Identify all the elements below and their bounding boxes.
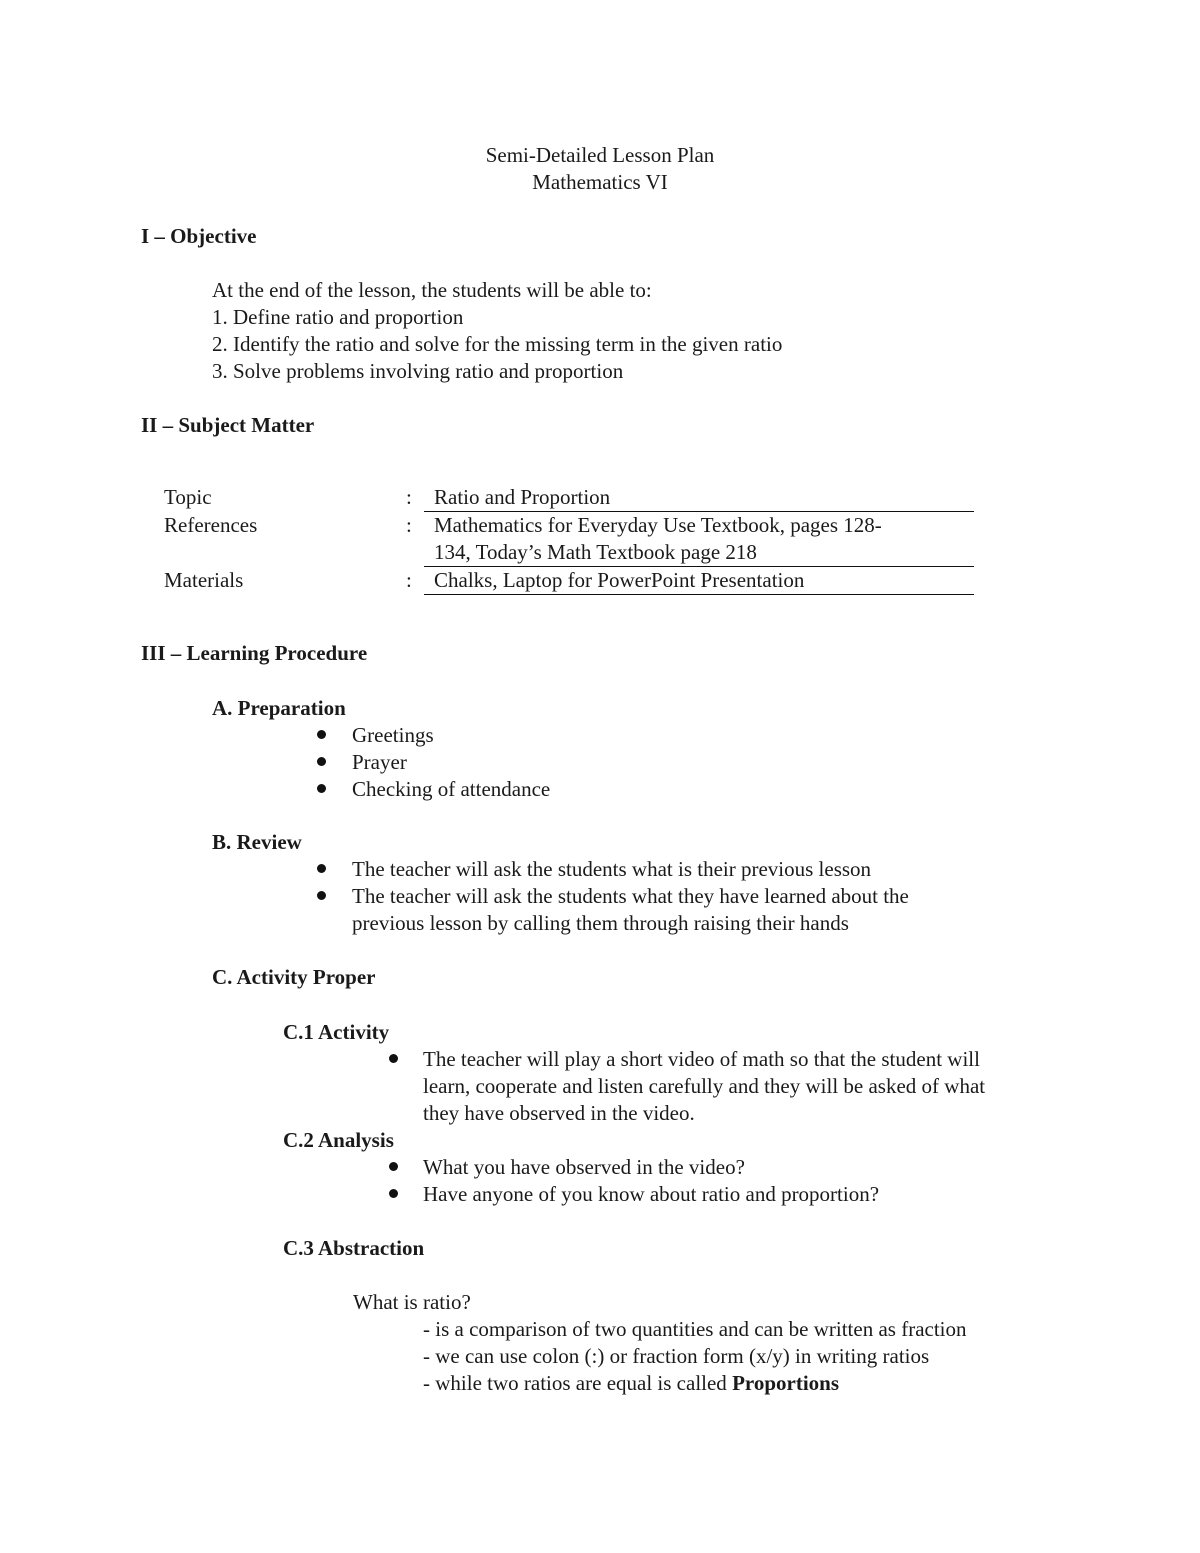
subsection-heading-analysis: C.2 Analysis: [283, 1128, 394, 1152]
bullet-icon: [389, 1162, 398, 1171]
objective-item: 2. Identify the ratio and solve for the missing term in the given ratio: [212, 332, 783, 356]
objective-item: 1. Define ratio and proportion: [212, 305, 464, 329]
subsection-heading-review: B. Review: [212, 830, 302, 854]
bullet-icon: [317, 757, 326, 766]
field-separator: :: [406, 513, 412, 537]
topic-label: Topic: [164, 485, 212, 509]
section-heading-objective: I – Objective: [141, 224, 257, 248]
bullet-icon: [317, 864, 326, 873]
references-value: Mathematics for Everyday Use Textbook, pages 128-: [434, 513, 882, 537]
section-heading-subject-matter: II – Subject Matter: [141, 413, 315, 437]
field-separator: :: [406, 485, 412, 509]
bullet-icon: [317, 730, 326, 739]
list-item: Greetings: [352, 723, 434, 747]
abstraction-point: - is a comparison of two quantities and can be written as fraction: [423, 1317, 967, 1341]
field-separator: :: [406, 568, 412, 592]
abstraction-point: [423, 1370, 839, 1397]
list-item: The teacher will play a short video of math so that the student will: [423, 1047, 980, 1071]
document-subject: Mathematics VI: [532, 170, 668, 194]
list-item: Have anyone of you know about ratio and proportion?: [423, 1182, 880, 1206]
bullet-icon: [389, 1189, 398, 1198]
subsection-heading-abstraction: C.3 Abstraction: [283, 1236, 425, 1260]
list-item: The teacher will ask the students what they have learned about the: [352, 884, 909, 908]
materials-value: Chalks, Laptop for PowerPoint Presentation: [434, 568, 805, 592]
subsection-heading-activity-proper: C. Activity Proper: [212, 965, 376, 989]
field-underline: [424, 594, 974, 595]
list-item-continuation: learn, cooperate and listen carefully and they will be asked of what: [423, 1074, 986, 1098]
references-label: References: [164, 513, 258, 537]
list-item: Checking of attendance: [352, 777, 551, 801]
list-item: Prayer: [352, 750, 407, 774]
abstraction-question: What is ratio?: [353, 1290, 471, 1314]
subsection-heading-preparation: A. Preparation: [212, 696, 346, 720]
proportions-term: Proportions: [732, 1371, 840, 1395]
bullet-icon: [317, 784, 326, 793]
section-heading-learning-procedure: III – Learning Procedure: [141, 641, 368, 665]
bullet-icon: [317, 891, 326, 900]
subsection-heading-activity: C.1 Activity: [283, 1020, 390, 1044]
references-value: 134, Today’s Math Textbook page 218: [434, 540, 757, 564]
objective-intro: At the end of the lesson, the students will be able to:: [212, 278, 652, 302]
list-item: What you have observed in the video?: [423, 1155, 745, 1179]
bullet-icon: [389, 1054, 398, 1063]
document-title: Semi-Detailed Lesson Plan: [485, 143, 715, 167]
list-item-continuation: they have observed in the video.: [423, 1101, 695, 1125]
list-item: The teacher will ask the students what is their previous lesson: [352, 857, 872, 881]
materials-label: Materials: [164, 568, 244, 592]
abstraction-point: - we can use colon (:) or fraction form (x/y) in writing ratios: [423, 1344, 930, 1368]
list-item-continuation: previous lesson by calling them through raising their hands: [352, 911, 849, 935]
topic-value: Ratio and Proportion: [434, 485, 611, 509]
abstraction-point-text: - while two ratios are equal is called: [423, 1371, 733, 1395]
objective-item: 3. Solve problems involving ratio and proportion: [212, 359, 624, 383]
